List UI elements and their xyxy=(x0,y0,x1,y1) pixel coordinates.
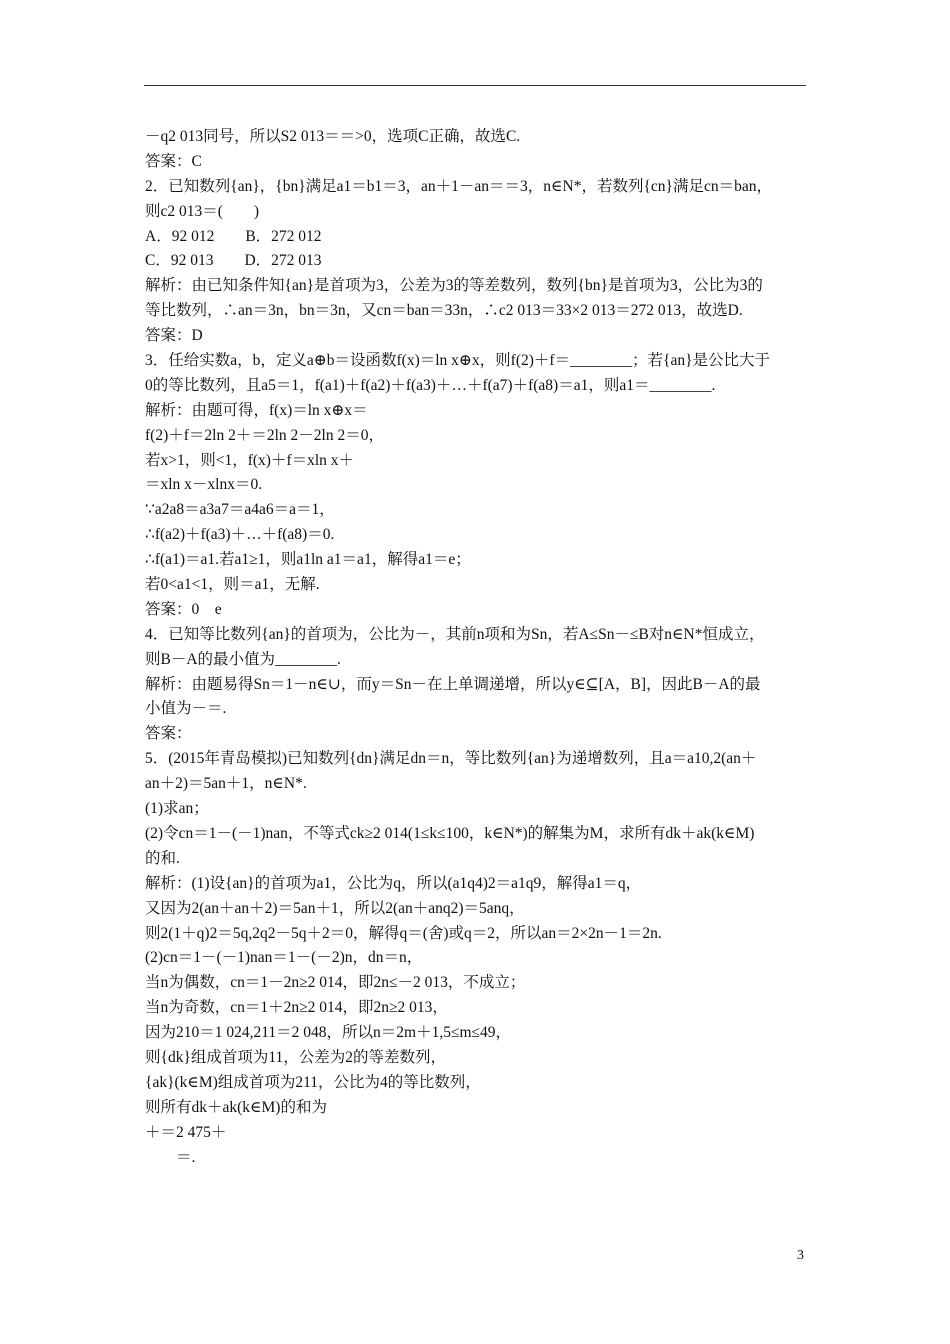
text-line: 5．(2015年青岛模拟)已知数列{dn}满足dn＝n，等比数列{an}为递增数列，且a＝a10,2(an＋ xyxy=(145,750,757,768)
text-line: 2．已知数列{an}，{bn}满足a1＝b1＝3，an＋1－an＝＝3，n∈N*，若数列{cn}满足cn＝ban， xyxy=(145,177,772,195)
text-line: ＝. xyxy=(145,1148,196,1166)
text-line: (2)cn＝1－(－1)nan＝1－(－2)n，dn＝n， xyxy=(145,949,423,967)
text-line: 的和. xyxy=(145,849,180,867)
text-line: an＋2)＝5an＋1，n∈N*. xyxy=(145,775,307,793)
text-line: 则2(1＋q)2＝5q,2q2－5q＋2＝0，解得q＝(舍)或q＝2，所以an＝2×2n－1＝2n. xyxy=(145,924,662,942)
text-line: 答案：0 e xyxy=(145,600,222,618)
text-line: 则{dk}组成首项为11，公差为2的等差数列， xyxy=(145,1048,447,1066)
text-line: 当n为偶数，cn＝1－2n≥2 014，即2n≤－2 013，不成立； xyxy=(145,974,526,992)
text-line: (1)求an； xyxy=(145,800,209,818)
header-rule xyxy=(144,85,806,86)
text-line: 当n为奇数，cn＝1＋2n≥2 014，即2n≥2 013， xyxy=(145,999,448,1017)
text-line: 等比数列，∴an＝3n，bn＝3n，又cn＝ban＝33n，∴c2 013＝33×2 013＝272 013，故选D. xyxy=(145,302,743,320)
text-line: 因为210＝1 024,211＝2 048，所以n＝2m＋1,5≤m≤49， xyxy=(145,1024,512,1042)
text-line: f(2)＋f＝2ln 2＋＝2ln 2－2ln 2＝0， xyxy=(145,426,384,444)
text-line: 解析：由已知条件知{an}是首项为3，公差为3的等差数列，数列{bn}是首项为3，公比为3的 xyxy=(145,277,763,295)
text-line: (2)令cn＝1－(－1)nan，不等式ck≥2 014(1≤k≤100，k∈N*)的解集为M，求所有dk＋ak(k∈M) xyxy=(145,824,755,842)
text-line: 则所有dk＋ak(k∈M)的和为 xyxy=(145,1098,327,1116)
text-line: 答案： xyxy=(145,725,192,743)
text-line: 答案：D xyxy=(145,327,203,345)
text-line: 又因为2(an＋an＋2)＝5an＋1，所以2(an＋anq2)＝5anq， xyxy=(145,899,525,917)
text-line: ＋＝2 475＋ xyxy=(145,1123,227,1141)
text-line: ∴f(a1)＝a1.若a1≥1，则a1ln a1＝a1，解得a1＝e； xyxy=(145,551,471,569)
text-line: 则c2 013＝( ) xyxy=(145,202,260,220)
text-line: 解析：(1)设{an}的首项为a1，公比为q，所以(a1q4)2＝a1q9，解得a1＝q， xyxy=(145,874,642,892)
text-line: 小值为－＝. xyxy=(145,700,227,718)
text-line: －q2 013同号，所以S2 013＝＝>0，选项C正确，故选C. xyxy=(145,128,521,145)
text-line: 0的等比数列，且a5＝1，f(a1)＋f(a2)＋f(a3)＋…＋f(a7)＋f(a8)＝a1，则a1＝________. xyxy=(145,376,716,394)
text-line: 3．任给实数a，b，定义a⊕b＝设函数f(x)＝ln x⊕x，则f(2)＋f＝________；若{an}是公比大于 xyxy=(145,352,771,370)
page-number: 3 xyxy=(797,1248,804,1263)
text-line: ＝xln x－xlnx＝0. xyxy=(145,476,263,494)
text-line: ∴f(a2)＋f(a3)＋…＋f(a8)＝0. xyxy=(145,526,335,544)
text-line: 若0<a1<1，则＝a1，无解. xyxy=(145,576,320,594)
text-line: 解析：由题可得，f(x)＝ln x⊕x＝ xyxy=(145,401,368,419)
text-line: 答案：C xyxy=(145,152,202,170)
text-line: 4．已知等比数列{an}的首项为，公比为－，其前n项和为Sn，若A≤Sn－≤B对n∈N*恒成立， xyxy=(145,625,765,643)
text-line: C．92 013 D．272 013 xyxy=(145,252,322,270)
text-line: 解析：由题易得Sn＝1－n∈∪，而y＝Sn－在上单调递增，所以y∈⊆[A，B]，因此B－A的最 xyxy=(145,675,761,693)
text-line: {ak}(k∈M)组成首项为211，公比为4的等比数列， xyxy=(145,1073,481,1091)
text-line: ∵a2a8＝a3a7＝a4a6＝a＝1， xyxy=(145,501,335,519)
text-line: 则B－A的最小值为________. xyxy=(145,650,341,668)
document-body xyxy=(145,125,820,1170)
text-line: A．92 012 B．272 012 xyxy=(145,227,322,245)
text-line: 若x>1，则<1，f(x)＋f＝xln x＋ xyxy=(145,451,355,469)
